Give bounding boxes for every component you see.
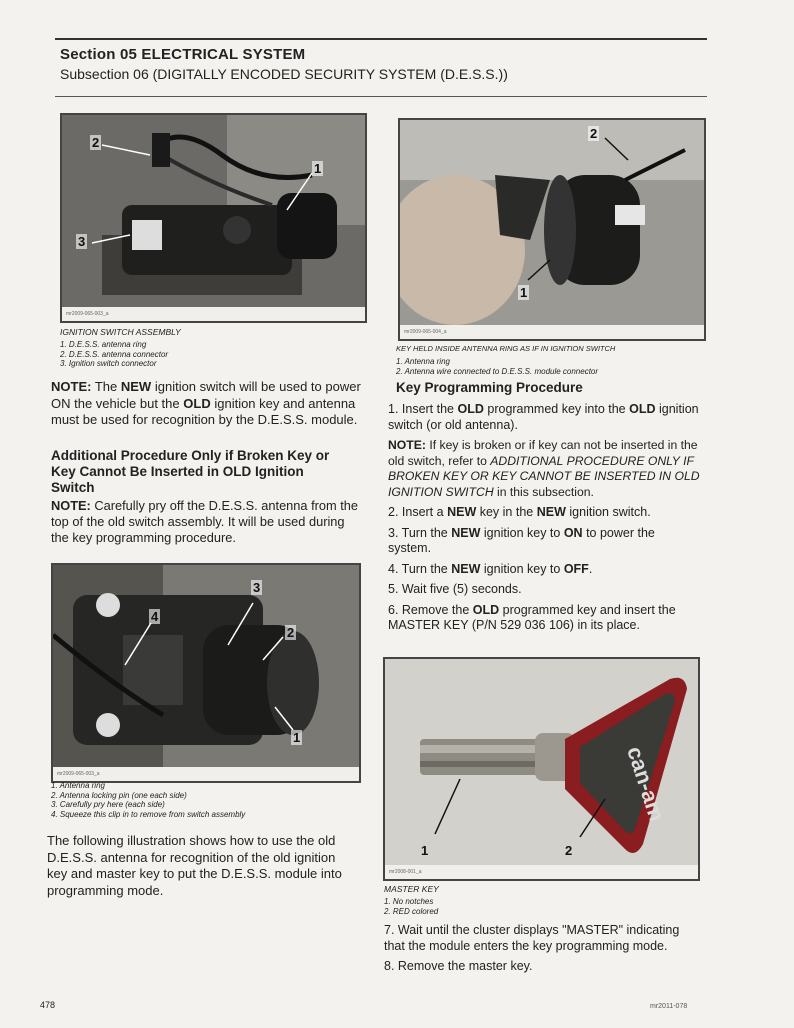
step-text: . xyxy=(588,561,593,576)
step-text: programmed key into the xyxy=(487,402,626,416)
fig2-code: mr2009-065-003_a xyxy=(53,767,359,781)
step-text: 1. Insert the xyxy=(388,402,455,416)
step-5: 5. Wait five (5) seconds. xyxy=(388,582,522,596)
step-bold: OLD xyxy=(457,402,484,416)
step-text: programmed key and insert the MASTER KEY (P/N 529 036 106) in its place. xyxy=(388,602,676,632)
fig1-caption-item: 1. D.E.S.S. antenna ring xyxy=(60,340,147,349)
note-text: ignition switch will be used to power ON the vehicle but the xyxy=(51,379,361,411)
step-text: ignition key to xyxy=(483,561,561,576)
step-bold: NEW xyxy=(451,525,481,540)
step-2 xyxy=(388,505,701,521)
fig3-callout-2: 2 xyxy=(590,126,598,141)
step-bold: NEW xyxy=(451,561,481,576)
fig2-callout-1: 1 xyxy=(293,730,301,745)
note-text: The xyxy=(94,379,118,394)
header-rule-bottom xyxy=(55,96,707,97)
page-number: 478 xyxy=(40,1000,56,1010)
fig3-caption-item: 2. Antenna wire connected to D.E.S.S. module connector xyxy=(396,366,599,376)
fig4-caption-item: 1. No notches xyxy=(384,897,434,906)
additional-note xyxy=(51,498,363,546)
fig1-caption xyxy=(60,324,360,369)
note-reference: ADDITIONAL PROCEDURE ONLY IF BROKEN KEY OR KEY CANNOT BE INSERTED IN OLD IGNITION SWITCH xyxy=(388,453,700,499)
key-programming-heading: Key Programming Procedure xyxy=(396,380,583,395)
following-paragraph: The following illustration shows how to use the old D.E.S.S. antenna for recognition of the old ignition key and master key to put the D.E.S.S. module into programming mode. xyxy=(47,833,342,898)
page-code: mr2011-078 xyxy=(650,1003,688,1010)
fig4-code: mr2008-001_a xyxy=(385,865,698,879)
additional-procedure-heading: Additional Procedure Only if Broken Key or Key Cannot Be Inserted in OLD Ignition Switch xyxy=(51,448,330,495)
fig2-caption-item: 4. Squeeze this clip in to remove from switch assembly xyxy=(51,809,246,819)
photo-master-key xyxy=(385,659,698,865)
fig1-caption-item: 3. Ignition switch connector xyxy=(60,359,157,368)
note-label: NOTE: xyxy=(388,438,426,452)
fig1-callout-3: 3 xyxy=(78,234,86,249)
step-text: ignition switch. xyxy=(569,505,651,519)
step-text: to power the system. xyxy=(388,525,655,555)
fig1-caption-title: IGNITION SWITCH ASSEMBLY xyxy=(60,327,181,337)
fig3-caption xyxy=(396,341,706,376)
fig3-caption-title: KEY HELD INSIDE ANTENNA RING AS IF IN IGNITION SWITCH xyxy=(396,344,616,353)
fig1-caption-item: 2. D.E.S.S. antenna connector xyxy=(60,349,169,359)
step-note xyxy=(388,438,701,500)
photo-antenna-removal xyxy=(53,565,359,767)
section-label: Section 05 xyxy=(60,46,138,63)
fig1-callout-1: 1 xyxy=(314,161,322,176)
subsection-title: Subsection 06 (DIGITALLY ENCODED SECURITY SYSTEM (D.E.S.S.)) xyxy=(60,66,508,82)
note-text: Carefully pry off the D.E.S.S. antenna from the top of the old switch assembly. It will be used during the key programming procedure. xyxy=(51,498,359,545)
step-text: ignition key to xyxy=(483,525,561,540)
fig2-caption-item: 3. Carefully pry here (each side) xyxy=(51,800,165,809)
step-8: 8. Remove the master key. xyxy=(384,959,533,973)
step-bold: OLD xyxy=(472,602,500,617)
fig3-code: mr2009-065-004_a xyxy=(400,325,704,339)
photo-key-in-antenna xyxy=(400,120,704,325)
step-bold: NEW xyxy=(536,505,566,519)
fig2-caption-item: 2. Antenna locking pin (one each side) xyxy=(51,790,187,800)
key-programming-steps xyxy=(388,402,701,634)
step-bold: NEW xyxy=(447,505,477,519)
step-1 xyxy=(388,402,701,433)
note-text: in this subsection. xyxy=(497,484,594,499)
fig2-callout-3: 3 xyxy=(253,580,261,595)
fig2-caption-item: 1. Antenna ring xyxy=(51,781,105,790)
note-bold: OLD xyxy=(183,395,211,411)
step-7: 7. Wait until the cluster displays "MASTER" indicating that the module enters the key programming mode. xyxy=(384,923,680,953)
step-bold: ON xyxy=(563,525,583,540)
fig4-callout-1: 1 xyxy=(421,843,429,858)
fig3-caption-item: 1. Antenna ring xyxy=(396,357,450,366)
step-bold: OFF xyxy=(563,561,589,576)
fig2-callout-2: 2 xyxy=(287,625,295,640)
fig2-callout-4: 4 xyxy=(151,609,159,624)
note-bold: NEW xyxy=(120,379,152,394)
header-rule xyxy=(55,38,707,40)
note-text: ignition key and antenna must be used for recognition by the D.E.S.S. module. xyxy=(51,395,358,427)
fig1-callout-2: 2 xyxy=(92,135,100,150)
fig4-caption-item: 2. RED colored xyxy=(384,906,439,916)
steps-end xyxy=(384,923,696,975)
step-text: 6. Remove the xyxy=(388,602,470,617)
figure-master-key xyxy=(383,657,700,881)
step-bold: OLD xyxy=(629,402,656,416)
step-3 xyxy=(388,526,701,557)
step-text: 4. Turn the xyxy=(388,561,448,576)
step-text: key in the xyxy=(479,505,534,519)
fig2-caption xyxy=(51,781,357,819)
fig4-caption-title: MASTER KEY xyxy=(384,884,439,894)
step-text: ignition switch (or old antenna). xyxy=(388,402,699,432)
fig3-callout-1: 1 xyxy=(520,285,528,300)
fig4-callout-2: 2 xyxy=(565,843,573,858)
step-text: 3. Turn the xyxy=(388,525,448,540)
figure-antenna-removal xyxy=(51,563,361,783)
note-label: NOTE: xyxy=(51,379,92,394)
master-key-brand: can-am xyxy=(622,743,670,825)
note-text: If key is broken or if key can not be inserted in the old switch, refer to xyxy=(388,438,698,468)
step-text: 2. Insert a xyxy=(388,505,444,519)
figure-key-in-antenna xyxy=(398,118,706,341)
fig4-caption xyxy=(384,881,684,916)
photo-ignition-switch xyxy=(62,115,365,307)
section-title xyxy=(60,46,305,63)
fig1-code: mr2009-065-003_a xyxy=(62,307,365,321)
figure-ignition-switch xyxy=(60,113,367,323)
note-label: NOTE: xyxy=(51,498,91,513)
section-name: ELECTRICAL SYSTEM xyxy=(141,46,306,63)
step-6 xyxy=(388,603,701,634)
step-4 xyxy=(388,562,701,578)
note-new-switch xyxy=(51,379,363,429)
